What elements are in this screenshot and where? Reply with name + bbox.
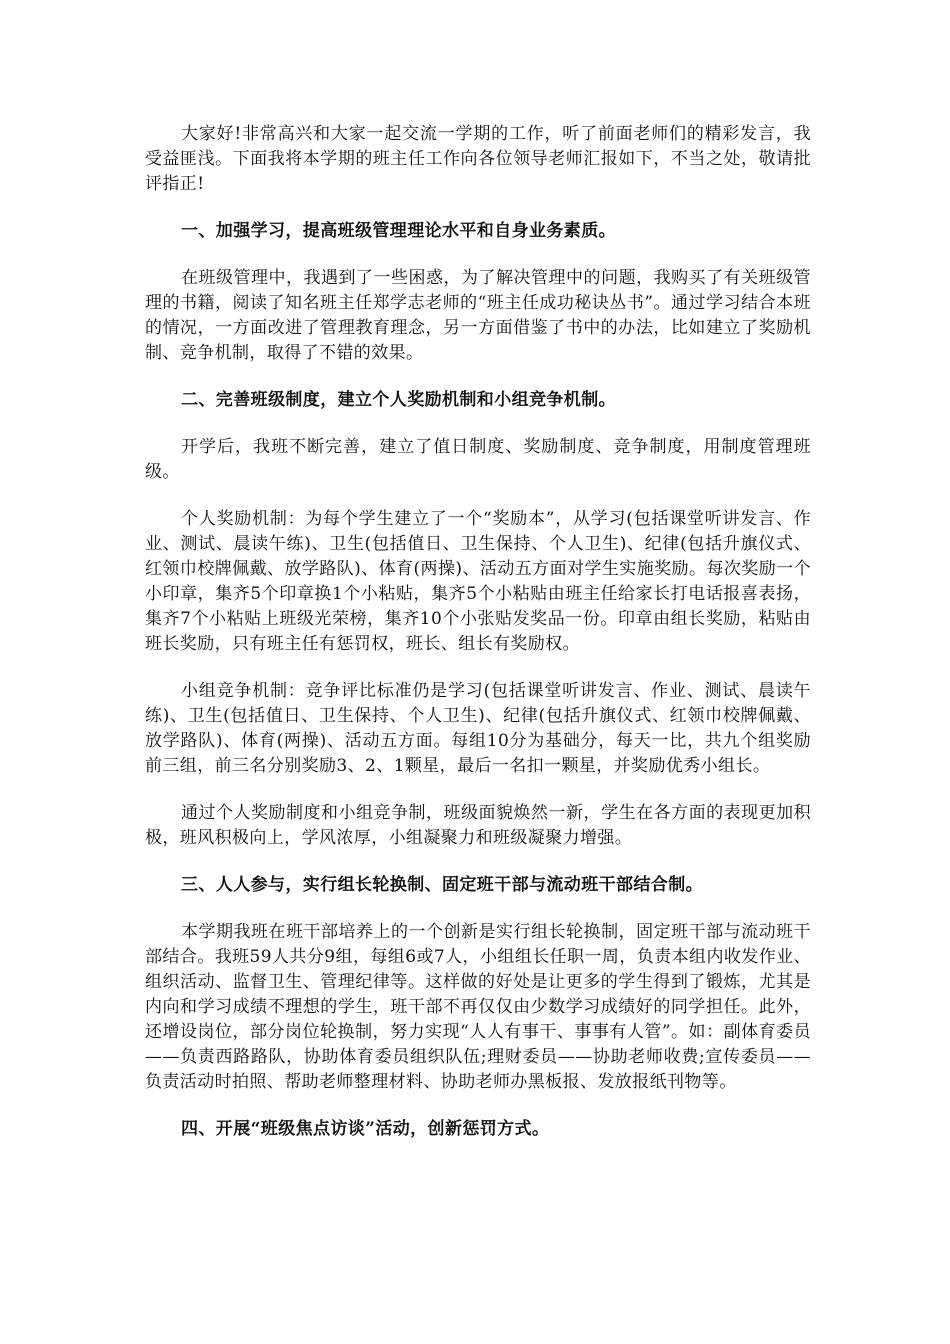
section-heading-3: 三、人人参与，实行组长轮换制、固定班干部与流动班干部结合制。 — [181, 875, 703, 895]
paragraph-intro: 大家好!非常高兴和大家一起交流一学期的工作，听了前面老师们的精彩发言，我受益匪浅。下面我将本学期的班主任工作向各位领导老师汇报如下，不当之处，敬请批评指正! — [145, 124, 811, 194]
paragraph-study: 在班级管理中，我遇到了一些困惑，为了解决管理中的问题，我购买了有关班级管理的书籍，阅读了知名班主任郑学志老师的“班主任成功秘诀丛书”。通过学习结合本班的情况，一方面改进了管理教育理念，另一方面借鉴了书中的办法，比如建立了奖励机制、竞争机制，取得了不错的效果。 — [145, 268, 811, 363]
paragraph-result: 通过个人奖励制度和小组竞争制，班级面貌焕然一新，学生在各方面的表现更加积极，班风积极向上，学风浓厚，小组凝聚力和班级凝聚力增强。 — [145, 803, 811, 848]
document-body — [145, 122, 811, 1164]
paragraph-individual-reward: 个人奖励机制：为每个学生建立了一个“奖励本”，从学习(包括课堂听讲发言、作业、测试、晨读午练)、卫生(包括值日、卫生保持、个人卫生)、纪律(包括升旗仪式、红领巾校牌佩戴、放学路队)、体育(两操)、活动五方面对学生实施奖励。每次奖励一个小印章，集齐5个印章换1个小粘贴，集齐5个小粘贴由班主任给家长打电话报喜表扬，集齐7个小粘贴上班级光荣榜，集齐10个小张贴发奖品一份。印章由组长奖励，粘贴由班长奖励，只有班主任有惩罚权，班长、组长有奖励权。 — [145, 509, 811, 654]
paragraph-system: 开学后，我班不断完善，建立了值日制度、奖励制度、竞争制度，用制度管理班级。 — [145, 437, 811, 482]
section-heading-4: 四、开展“班级焦点访谈”活动，创新惩罚方式。 — [181, 1119, 550, 1139]
paragraph-group-competition: 小组竞争机制：竞争评比标准仍是学习(包括课堂听讲发言、作业、测试、晨读午练)、卫生(包括值日、卫生保持、个人卫生)、纪律(包括升旗仪式、红领巾校牌佩戴、放学路队)、体育(两操)、活动五方面。每组10分为基础分，每天一比，共九个组奖励前三组，前三名分别奖励3、2、1颗星，最后一名扣一颗星，并奖励优秀小组长。 — [145, 681, 811, 776]
paragraph-rotation: 本学期我班在班干部培养上的一个创新是实行组长轮换制，固定班干部与流动班干部结合。我班59人共分9组，每组6或7人，小组组长任职一周，负责本组内收发作业、组织活动、监督卫生、管理纪律等。这样做的好处是让更多的学生得到了锻炼，尤其是内向和学习成绩不理想的学生，班干部不再仅仅由少数学习成绩好的同学担任。此外，还增设岗位，部分岗位轮换制，努力实现“人人有事干、事事有人管”。如：副体育委员——负责西路路队，协助体育委员组织队伍;理财委员——协助老师收费;宣传委员——负责活动时拍照、帮助老师整理材料、协助老师办黑板报、发放报纸刊物等。 — [145, 922, 811, 1092]
section-heading-2: 二、完善班级制度，建立个人奖励机制和小组竞争机制。 — [181, 390, 616, 410]
section-heading-1: 一、加强学习，提高班级管理理论水平和自身业务素质。 — [181, 221, 616, 241]
